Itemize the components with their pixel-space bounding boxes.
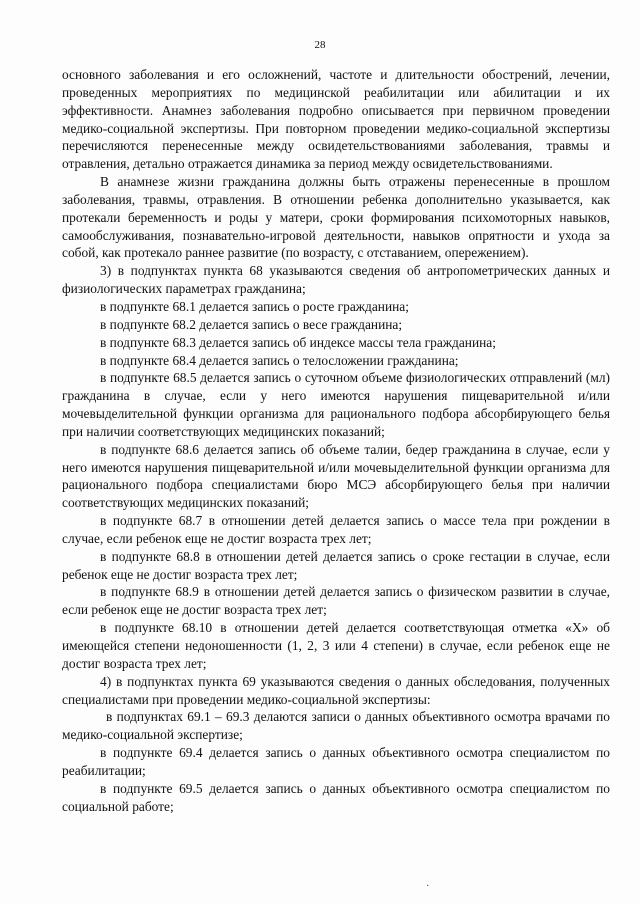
paragraph: в подпункте 68.10 в отношении детей делается соответствующая отметка «Х» об имеющейся степени недоношенности (1, 2, 3 или 4 степени) в случае, если ребенок еще не достиг возраста трех лет; [62,620,610,671]
paragraph: в подпункте 68.7 в отношении детей делается запись о массе тела при рождении в случае, если ребенок еще не достиг возраста трех лет; [62,513,610,546]
paragraph: в подпункте 69.5 делается запись о данных объективного осмотра специалистом по социальной работе; [62,780,610,814]
paragraph: В анамнезе жизни гражданина должны быть отражены перенесенные в прошлом заболевания, травмы, отравления. В отношении ребенка дополнительно указывается, как протекали беременность и роды у матери, сроки формирования психомоторных навыков, самообслуживания, познавательно-игровой деятельности, навыков опрятности и ухода за собой, как протекало раннее развитие (по возрасту, с отставанием, опережением). [62,174,610,261]
paragraph: в подпункте 68.2 делается запись о весе гражданина; [100,316,403,332]
paragraph: в подпункте 68.5 делается запись о суточном объеме физиологических отправлений (мл) гражданина в случае, если у него имеются нарушения пищеварительной и/или мочевыделительной функции организма для рационального подбора абсорбирующего белья при наличии соответствующих медицинских показаний; [62,370,610,439]
paragraph: в подпунктах 69.1 – 69.3 делаются записи о данных объективного осмотра врачами по медико-социальной экспертизе; [62,709,610,743]
paragraph: в подпункте 68.6 делается запись об объеме талии, бедер гражданина в случае, если у него имеются нарушения пищеварительной и/или мочевыделительной функции организма для рационального подбора специалистами бюро МСЭ абсорбирующего белья при наличии соответствующих медицинских показаний; [62,441,610,511]
paragraph: в подпункте 69.4 делается запись о данных объективного осмотра специалистом по реабилитации; [62,745,610,778]
scan-speck: · [426,881,430,892]
paragraph: 3) в подпунктах пункта 68 указываются сведения об антропометрических данных и физиологических параметрах гражданина; [62,263,610,297]
paragraph: в подпункте 68.1 делается запись о росте гражданина; [100,298,409,314]
paragraph: в подпункте 68.4 делается запись о телосложении гражданина; [100,352,459,368]
paragraph: 4) в подпунктах пункта 69 указываются сведения о данных обследования, полученных специалистами при проведении медико-социальной экспертизы: [62,673,610,707]
paragraph: в подпункте 68.9 в отношении детей делается запись о физическом развитии в случае, если ребенок еще не достиг возраста трех лет; [62,584,610,618]
page-number: 28 [314,39,326,51]
document-body [62,66,610,815]
paragraph: в подпункте 68.8 в отношении детей делается запись о сроке гестации в случае, если ребенок еще не достиг возраста трех лет; [62,548,610,582]
paragraph: в подпункте 68.3 делается запись об индексе массы тела гражданина; [100,334,496,350]
paragraph: основного заболевания и его осложнений, частоте и длительности обострений, лечении, проведенных мероприятиях по медицинской реабилитации или абилитации и их эффективности. Анамнез заболевания подробно описывается при первичном проведении медико-социальной экспертизы. При повторном проведении медико-социальной экспертизы перечисляются перенесенные между освидетельствованиями заболевания, травмы и отравления, детально отражается динамика за период между освидетельствованиями. [62,67,610,172]
